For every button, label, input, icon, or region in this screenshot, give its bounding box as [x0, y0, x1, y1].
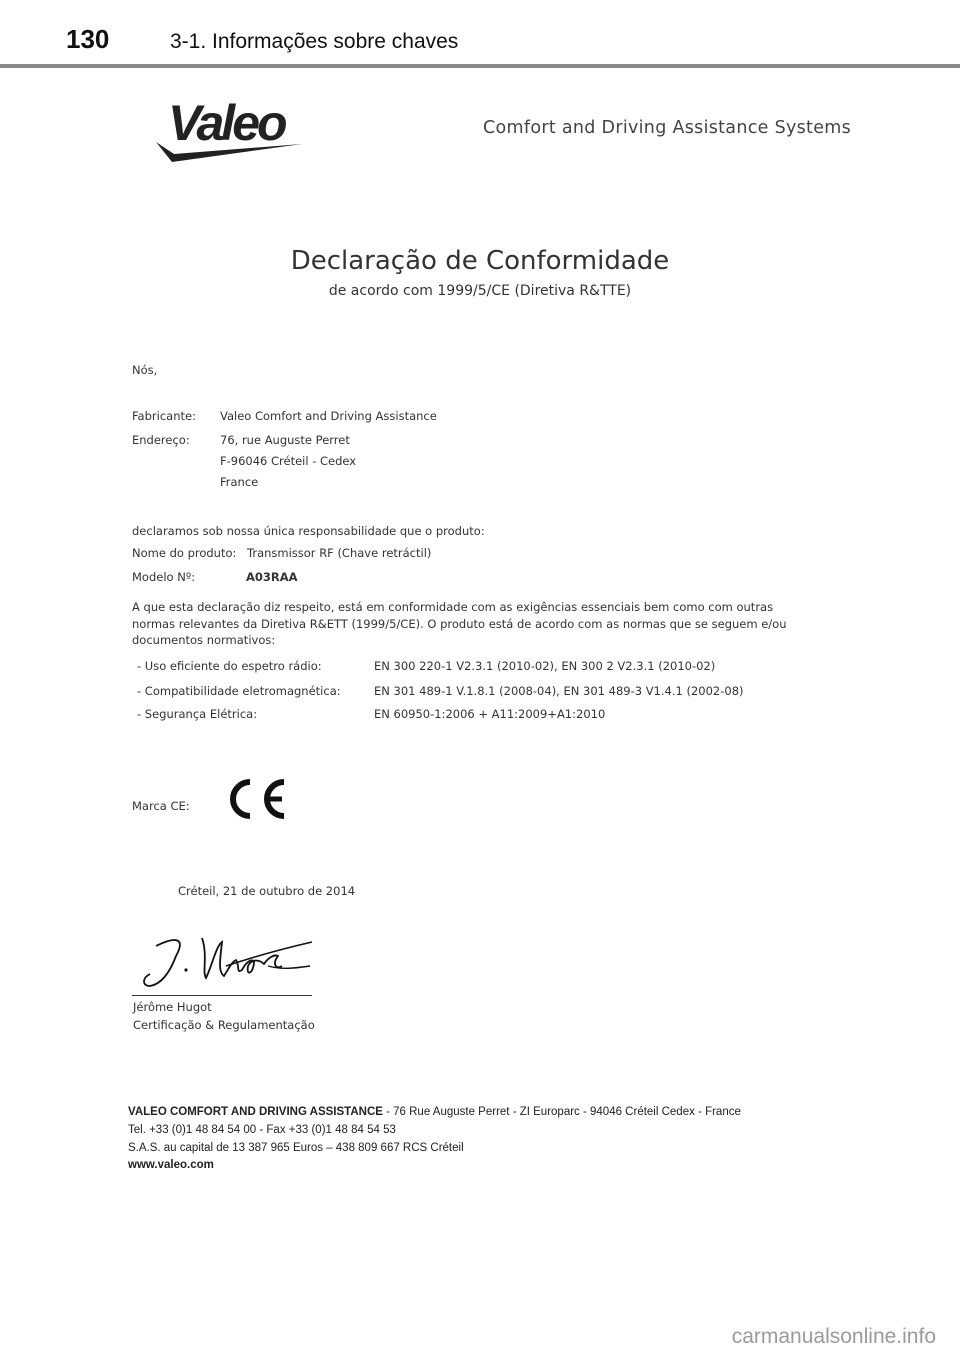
footer-capital: S.A.S. au capital de 13 387 965 Euros – 438 809 667 RCS Créteil: [128, 1142, 464, 1154]
header-divider: [0, 64, 960, 68]
conformity-paragraph: A que esta declaração diz respeito, está em conformidade com as exigências essenciais bem como com outras normas relevantes da Diretiva R&ETT (1999/5/CE). O produto está de acordo com as normas que se seguem e/ou documentos normativos:: [132, 600, 787, 647]
address-line: F-96046 Créteil - Cedex: [220, 454, 357, 468]
signatory-title: Certificação & Regulamentação: [133, 1018, 315, 1032]
valeo-logo: [152, 92, 307, 164]
signature-line: [132, 995, 312, 996]
standard-label: - Uso eficiente do espetro rádio:: [137, 659, 322, 673]
signatory-name: Jérôme Hugot: [133, 1000, 212, 1014]
document-subtitle: de acordo com 1999/5/CE (Diretiva R&TTE): [328, 283, 632, 299]
standard-value: EN 60950-1:2006 + A11:2009+A1:2010: [374, 707, 606, 721]
brand-tagline: Comfort and Driving Assistance Systems: [483, 118, 852, 138]
manufacturer-label: Fabricante:: [132, 409, 196, 423]
model-value: A03RAA: [246, 570, 298, 584]
footer-company-name: VALEO COMFORT AND DRIVING ASSISTANCE: [128, 1106, 383, 1118]
document-title: Declaração de Conformidade: [290, 246, 670, 276]
signature: [136, 926, 316, 992]
address-line: 76, rue Auguste Perret: [220, 433, 350, 447]
standard-label: - Segurança Elétrica:: [137, 707, 258, 721]
footer-company-address: - 76 Rue Auguste Perret - ZI Europarc - 94046 Créteil Cedex - France: [382, 1106, 741, 1118]
valeo-logo-text: Valeo: [168, 95, 285, 151]
product-label: Nome do produto:: [132, 546, 237, 560]
address-line: France: [220, 475, 259, 489]
declaration-text: declaramos sob nossa única responsabilidade que o produto:: [132, 524, 485, 538]
standard-label: - Compatibilidade eletromagnética:: [137, 684, 341, 698]
watermark: carmanualsonline.info: [731, 1325, 936, 1348]
footer-website[interactable]: www.valeo.com: [128, 1159, 214, 1171]
product-value: Transmissor RF (Chave retráctil): [247, 546, 432, 560]
page-number: 130: [66, 24, 110, 54]
place-date: Créteil, 21 de outubro de 2014: [178, 884, 356, 898]
footer-company-line: [128, 1106, 741, 1118]
standard-value: EN 300 220-1 V2.3.1 (2010-02), EN 300 2 V2.3.1 (2010-02): [374, 659, 716, 673]
section-title: 3-1. Informações sobre chaves: [170, 30, 459, 53]
model-label: Modelo Nº:: [132, 570, 196, 584]
address-label: Endereço:: [132, 433, 190, 447]
ce-label: Marca CE:: [132, 799, 190, 813]
greeting: Nós,: [132, 363, 158, 377]
standard-value: EN 301 489-1 V.1.8.1 (2008-04), EN 301 489-3 V1.4.1 (2002-08): [374, 684, 744, 698]
footer-phone: Tel. +33 (0)1 48 84 54 00 - Fax +33 (0)1 48 84 54 53: [128, 1124, 396, 1136]
manufacturer-value: Valeo Comfort and Driving Assistance: [220, 409, 437, 423]
ce-mark-icon: [222, 776, 288, 822]
